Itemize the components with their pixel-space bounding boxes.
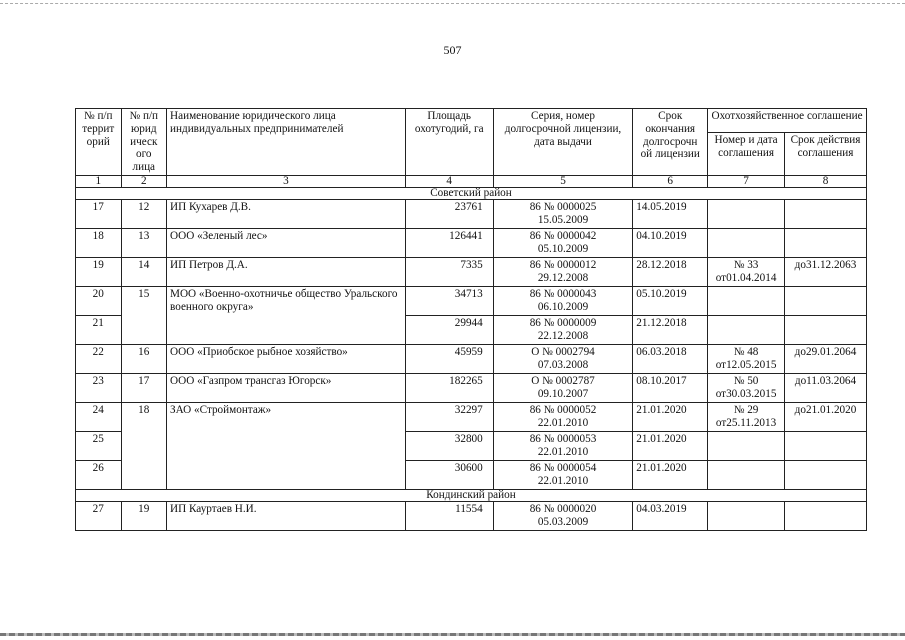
agreement-date: 30.03.2015 [726,387,777,400]
area-value: 34713 [405,286,493,315]
area-value: 23761 [405,199,493,228]
territory-number: 22 [76,344,122,373]
license-series-number: 86 № 0000042 [529,229,597,242]
license-series-number: О № 0002787 [531,374,595,387]
territory-number: 19 [76,257,122,286]
area-value: 32297 [405,402,493,431]
header-agreement-term: Срок действия соглашения [785,132,867,175]
agreement-number: № 50 от [715,374,759,400]
license-series-cell [493,315,633,344]
header-area: Площадь охотугодий, га [405,109,493,176]
license-series-number: 86 № 0000009 [529,316,597,329]
license-series-cell [493,257,633,286]
area-value: 126441 [405,228,493,257]
entity-name: ООО «Приобское рыбное хозяйство» [167,344,406,373]
territory-number: 23 [76,373,122,402]
license-series-number: 86 № 0000043 [529,287,597,300]
scan-edge-bottom [0,633,905,636]
entity-number: 17 [121,373,167,402]
table-row [76,344,867,373]
agreement-number-cell [708,402,785,431]
entity-number: 14 [121,257,167,286]
license-series-cell [493,460,633,489]
header-license-series: Серия, номер долгосрочной лицензии, дата выдачи [493,109,633,176]
agreement-term-prefix: до [794,403,806,416]
territory-number: 25 [76,431,122,460]
license-issue-date: 22.01.2010 [537,445,589,458]
license-issue-date: 15.05.2009 [537,213,589,226]
license-issue-date: 29.12.2008 [537,271,589,284]
license-end-date: 08.10.2017 [633,373,708,402]
agreement-number-cell [708,431,785,460]
agreement-term-prefix: до [794,345,806,358]
header-agreement-group: Охотхозяйственное соглашение [708,109,867,133]
table-body [76,187,867,530]
license-series-number: О № 0002794 [531,345,595,358]
license-series-cell [493,199,633,228]
agreement-number: № 48 от [715,345,759,371]
license-end-date: 14.05.2019 [633,199,708,228]
section-row-sovetsky [76,187,867,199]
license-issue-date: 06.10.2009 [537,300,589,313]
area-value: 182265 [405,373,493,402]
section-title: Советский район [76,187,867,199]
entity-number: 19 [121,501,167,530]
entity-number: 16 [121,344,167,373]
section-title: Кондинский район [76,489,867,501]
license-table [75,108,867,531]
page-number: 507 [443,43,462,57]
license-series-number: 86 № 0000054 [529,461,597,474]
agreement-number-cell [708,286,785,315]
entity-name: ИП Петров Д.А. [167,257,406,286]
license-end-date: 06.03.2018 [633,344,708,373]
agreement-number: № 33 от [715,258,759,284]
license-end-date: 21.01.2020 [633,402,708,431]
license-end-date: 28.12.2018 [633,257,708,286]
scan-edge-top [0,3,905,4]
license-series-cell [493,431,633,460]
agreement-term-prefix: до [794,374,807,387]
license-series-cell [493,373,633,402]
license-issue-date: 22.01.2010 [537,416,589,429]
agreement-date: 01.04.2014 [726,271,777,284]
entity-name: ИП Кауртаев Н.И. [167,501,406,530]
entity-name: ООО «Зеленый лес» [167,228,406,257]
agreement-term-cell [785,344,867,373]
license-issue-date: 05.03.2009 [537,515,589,528]
license-series-number: 86 № 0000025 [529,200,597,213]
license-end-date: 04.10.2019 [633,228,708,257]
license-end-date: 21.01.2020 [633,431,708,460]
entity-number: 18 [121,402,167,489]
agreement-term-cell [785,501,867,530]
area-value: 32800 [405,431,493,460]
column-number: 1 [76,175,122,187]
table-row [76,373,867,402]
agreement-term-cell [785,373,867,402]
license-series-cell [493,402,633,431]
table-row [76,257,867,286]
agreement-term-cell [785,315,867,344]
entity-number: 15 [121,286,167,344]
territory-number: 21 [76,315,122,344]
agreement-number-cell [708,315,785,344]
license-issue-date: 22.12.2008 [537,329,589,342]
entity-number: 12 [121,199,167,228]
territory-number: 27 [76,501,122,530]
agreement-number-cell [708,199,785,228]
license-series-cell [493,286,633,315]
entity-name: ИП Кухарев Д.В. [167,199,406,228]
header-agreement-number: Номер и дата соглашения [708,132,785,175]
header-entity-number: № п/п юрид ическ ого лица [121,109,167,176]
license-series-number: 86 № 0000052 [529,403,597,416]
agreement-term-date: 29.01.2064 [805,345,857,358]
agreement-number-cell [708,344,785,373]
agreement-number-cell [708,373,785,402]
table-row [76,286,867,315]
table-row [76,199,867,228]
license-end-date: 21.12.2018 [633,315,708,344]
table-row [76,402,867,431]
agreement-date: 25.11.2013 [726,416,777,429]
entity-name: ЗАО «Строймонтаж» [167,402,406,489]
table-header [76,109,867,188]
agreement-term-date: 31.12.2063 [805,258,857,271]
agreement-number-cell [708,501,785,530]
agreement-date: 12.05.2015 [726,358,777,371]
header-entity-name: Наименование юридического лица индивидуальных предпринимателей [167,109,406,176]
column-number: 4 [405,175,493,187]
column-number: 3 [167,175,406,187]
territory-number: 20 [76,286,122,315]
territory-number: 17 [76,199,122,228]
territory-number: 24 [76,402,122,431]
agreement-term-date: 11.03.2064 [806,374,857,387]
header-license-end: Срок окончания долгосрочн ой лицензии [633,109,708,176]
area-value: 45959 [405,344,493,373]
license-issue-date: 22.01.2010 [537,474,589,487]
license-end-date: 21.01.2020 [633,460,708,489]
area-value: 30600 [405,460,493,489]
table-row [76,501,867,530]
agreement-term-cell [785,199,867,228]
column-number: 8 [785,175,867,187]
area-value: 7335 [405,257,493,286]
header-territory-number: № п/п террит орий [76,109,122,176]
territory-number: 18 [76,228,122,257]
agreement-term-cell [785,286,867,315]
agreement-term-prefix: до [794,258,806,271]
agreement-number: № 29 от [715,403,759,429]
column-number: 5 [493,175,633,187]
license-issue-date: 07.03.2008 [537,358,589,371]
license-series-cell [493,344,633,373]
territory-number: 26 [76,460,122,489]
license-series-number: 86 № 0000012 [529,258,597,271]
agreement-term-date: 21.01.2020 [805,403,857,416]
column-number: 7 [708,175,785,187]
license-series-cell [493,501,633,530]
license-end-date: 05.10.2019 [633,286,708,315]
column-number: 2 [121,175,167,187]
license-issue-date: 05.10.2009 [537,242,589,255]
license-issue-date: 09.10.2007 [537,387,589,400]
area-value: 29944 [405,315,493,344]
agreement-number-cell [708,257,785,286]
license-end-date: 04.03.2019 [633,501,708,530]
agreement-term-cell [785,257,867,286]
area-value: 11554 [405,501,493,530]
agreement-term-cell [785,402,867,431]
license-series-number: 86 № 0000053 [529,432,597,445]
agreement-term-cell [785,228,867,257]
column-number: 6 [633,175,708,187]
entity-number: 13 [121,228,167,257]
column-number-row [76,175,867,187]
agreement-term-cell [785,460,867,489]
agreement-term-cell [785,431,867,460]
section-row-kondinsky [76,489,867,501]
license-series-cell [493,228,633,257]
table-row [76,228,867,257]
entity-name: ООО «Газпром трансгаз Югорск» [167,373,406,402]
entity-name: МОО «Военно-охотничье общество Уральского военного округа» [167,286,406,344]
agreement-number-cell [708,228,785,257]
agreement-number-cell [708,460,785,489]
license-series-number: 86 № 0000020 [529,502,597,515]
